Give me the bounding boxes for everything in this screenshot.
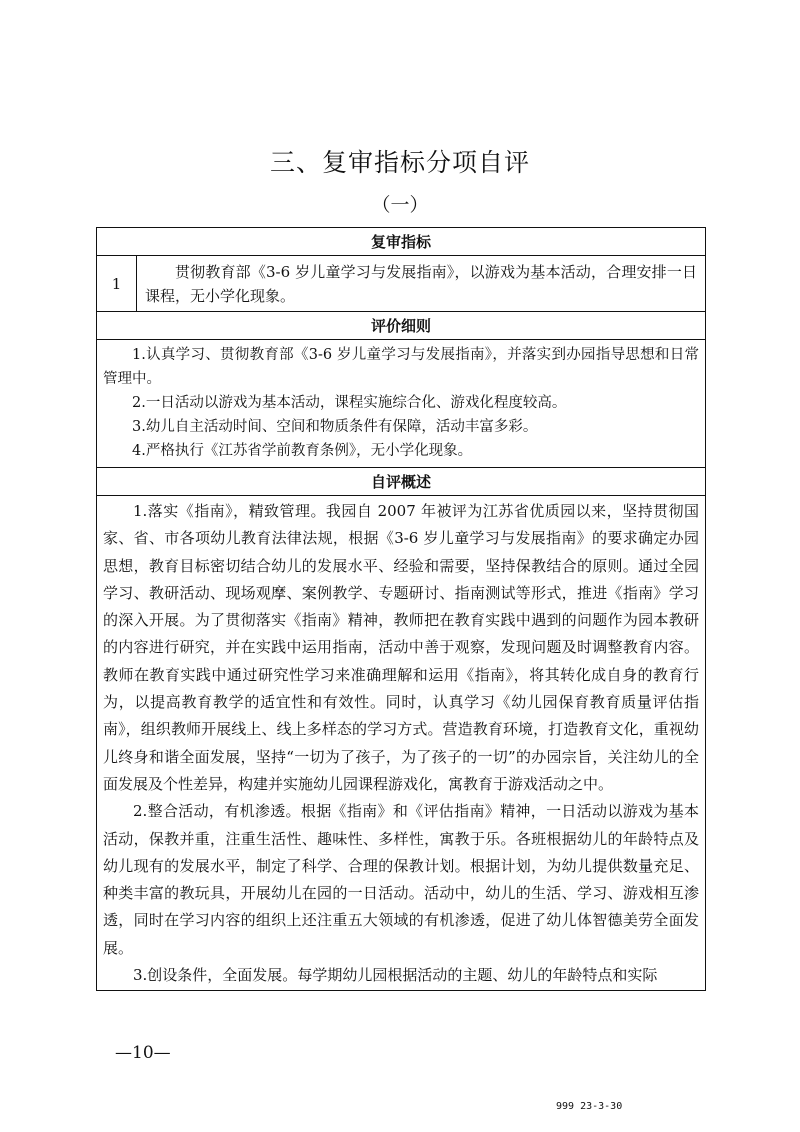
summary-paragraph: 1.落实《指南》，精致管理。我园自 2007 年被评为江苏省优质园以来，坚持贯彻国家、省、市各项幼儿教育法律法规，根据《3-6 岁儿童学习与发展指南》的要求确定办园思想，教育目标密切结合幼儿的发展水平、经验和需要，坚持保教结合的原则。通过全园学习、教研活动、现场观摩、案例教学、专题研讨、指南测试等形式，推进《指南》学习的深入开展。为了贯彻落实《指南》精神，教师把在教育实践中遇到的问题作为园本教研的内容进行研究，并在实践中运用指南，活动中善于观察，发现问题及时调整教育内容。教师在教育实践中通过研究性学习来准确理解和运用《指南》，将其转化成自身的教育行为，以提高教育教学的适宜性和有效性。同时，认真学习《幼儿园保育教育质量评估指南》，组织教师开展线上、线上多样态的学习方式。营造教育环境，打造教育文化，重视幼儿终身和谐全面发展，坚持“一切为了孩子，为了孩子的一切”的办园宗旨，关注幼儿的全面发展及个性差异，构建并实施幼儿园课程游戏化，寓教育于游戏活动之中。 xyxy=(103,502,699,793)
evaluation-rules-header: 评价细则 xyxy=(97,312,705,340)
self-evaluation-body xyxy=(97,496,705,989)
rule-item: 1.认真学习、贯彻教育部《3-6 岁儿童学习与发展指南》，并落实到办园指导思想和日常管理中。 xyxy=(103,347,699,387)
review-indicator-row xyxy=(97,256,705,312)
print-stamp: 999 23-3-30 xyxy=(556,1101,623,1112)
summary-paragraph: 2.整合活动，有机渗透。根据《指南》和《评估指南》精神，一日活动以游戏为基本活动，保教并重，注重生活性、趣味性、多样性，寓教于乐。各班根据幼儿的年龄特点及幼儿现有的发展水平，制定了科学、合理的保教计划。根据计划，为幼儿提供数量充足、种类丰富的教玩具，开展幼儿在园的一日活动。活动中，幼儿的生活、学习、游戏相互渗透，同时在学习内容的组织上还注重五大领域的有机渗透，促进了幼儿体智德美劳全面发展。 xyxy=(103,802,699,957)
rule-item: 3.幼儿自主活动时间、空间和物质条件有保障，活动丰富多彩。 xyxy=(132,419,538,435)
section-number: （一） xyxy=(371,194,429,216)
indicator-text: 贯彻教育部《3-6 岁儿童学习与发展指南》，以游戏为基本活动，合理安排一日课程，无小学化现象。 xyxy=(145,263,697,305)
review-indicator-header: 复审指标 xyxy=(97,228,705,256)
indicator-index: 1 xyxy=(97,256,137,311)
self-evaluation-header: 自评概述 xyxy=(97,468,705,496)
summary-paragraph: 3.创设条件，全面发展。每学期幼儿园根据活动的主题、幼儿的年龄特点和实际 xyxy=(133,966,658,985)
rule-item: 2.一日活动以游戏为基本活动，课程实施综合化、游戏化程度较高。 xyxy=(132,395,567,411)
evaluation-rules-list xyxy=(97,340,705,468)
rule-item: 4.严格执行《江苏省学前教育条例》，无小学化现象。 xyxy=(132,443,473,459)
evaluation-table xyxy=(96,227,706,991)
page-title: 三、复审指标分项自评 xyxy=(269,148,530,177)
page-number: —10— xyxy=(115,1043,171,1063)
